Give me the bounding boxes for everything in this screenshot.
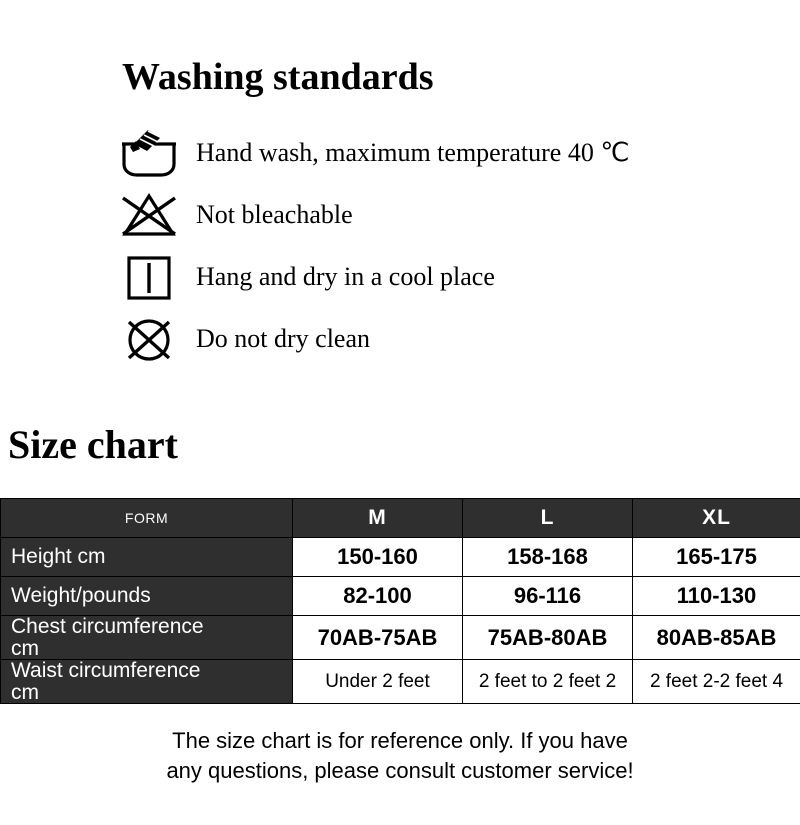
care-instruction-label: Not bleachable — [182, 200, 353, 230]
cell-height-l: 158-168 — [463, 538, 633, 577]
care-instruction-row — [0, 246, 800, 308]
table-row — [1, 660, 800, 704]
row-header-weight: Weight/pounds — [1, 577, 293, 616]
size-chart-table-wrap — [0, 498, 800, 704]
table-row — [1, 616, 800, 660]
row-header-waist — [1, 660, 293, 704]
table-row — [1, 538, 800, 577]
row-header-waist-line2: cm — [11, 682, 292, 703]
care-instruction-label: Do not dry clean — [182, 324, 370, 354]
disclaimer-line-1: The size chart is for reference only. If you have — [0, 726, 800, 756]
cell-waist-l: 2 feet to 2 feet 2 — [463, 660, 633, 704]
row-header-waist-line1: Waist circumference — [11, 659, 200, 682]
hand-wash-icon — [116, 127, 182, 179]
no-bleach-icon — [116, 189, 182, 241]
size-chart-table — [0, 498, 800, 704]
row-header-chest-line1: Chest circumference — [11, 615, 204, 638]
cell-height-m: 150-160 — [293, 538, 463, 577]
table-header — [1, 499, 800, 538]
cell-chest-xl: 80AB-85AB — [633, 616, 800, 660]
care-instruction-row — [0, 184, 800, 246]
column-header-l: L — [463, 499, 633, 538]
cell-chest-l: 75AB-80AB — [463, 616, 633, 660]
cell-weight-l: 96-116 — [463, 577, 633, 616]
cell-chest-m: 70AB-75AB — [293, 616, 463, 660]
no-dry-clean-icon — [116, 313, 182, 365]
column-header-m: M — [293, 499, 463, 538]
column-header-xl: XL — [633, 499, 800, 538]
care-instruction-label: Hang and dry in a cool place — [182, 262, 495, 292]
document-page — [0, 25, 800, 825]
care-instruction-label: Hand wash, maximum temperature 40 ℃ — [182, 138, 630, 168]
column-header-form: FORM — [1, 499, 293, 538]
row-header-chest — [1, 616, 293, 660]
row-header-chest-line2: cm — [11, 638, 292, 659]
cell-height-xl: 165-175 — [633, 538, 800, 577]
washing-standards-title: Washing standards — [0, 25, 800, 96]
cell-waist-xl: 2 feet 2-2 feet 4 — [633, 660, 800, 704]
row-header-height: Height cm — [1, 538, 293, 577]
cell-waist-m: Under 2 feet — [293, 660, 463, 704]
table-body — [1, 538, 800, 704]
hang-dry-icon — [116, 251, 182, 303]
disclaimer-line-2: any questions, please consult customer service! — [0, 756, 800, 786]
size-chart-title: Size chart — [0, 403, 800, 465]
care-instruction-row — [0, 122, 800, 184]
cell-weight-xl: 110-130 — [633, 577, 800, 616]
care-instructions-list — [0, 122, 800, 370]
care-instruction-row — [0, 308, 800, 370]
cell-weight-m: 82-100 — [293, 577, 463, 616]
table-header-row — [1, 499, 800, 538]
table-row — [1, 577, 800, 616]
disclaimer-note — [0, 704, 800, 785]
